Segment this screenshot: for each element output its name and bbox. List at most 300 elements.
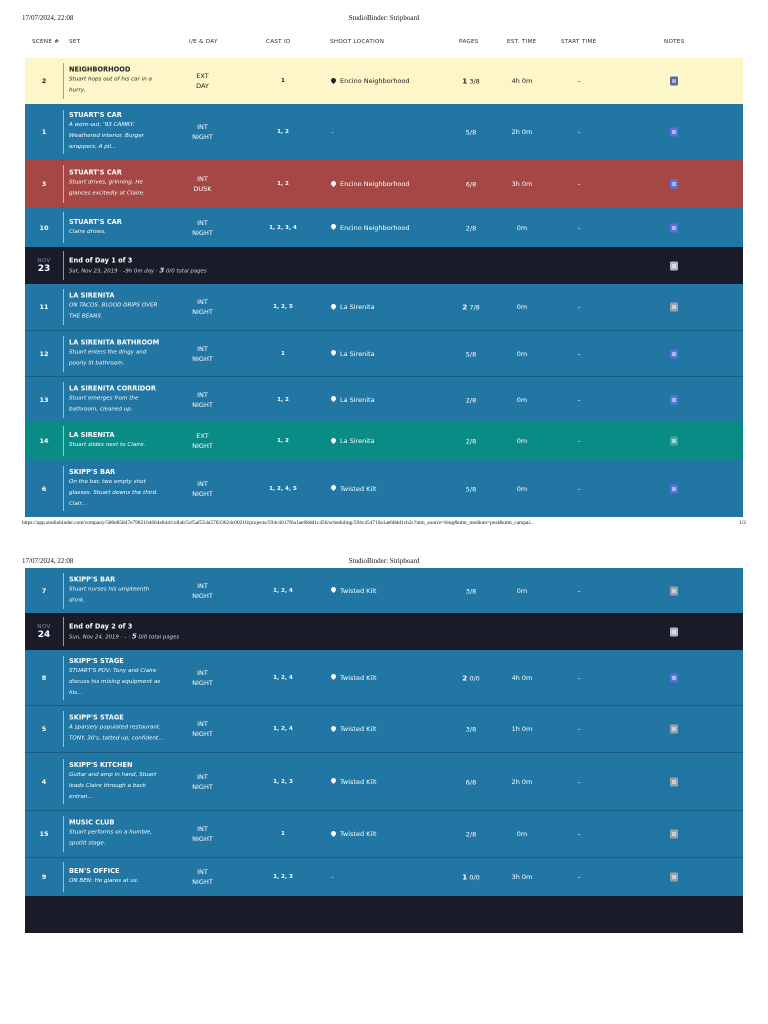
scene-strip[interactable] [25, 810, 743, 857]
scene-number: 7 [41, 586, 47, 595]
scene-description: glances excitedly at Claire. [69, 190, 145, 197]
scene-number: 9 [41, 873, 47, 881]
cast-ids: 1 [281, 831, 285, 837]
col-scene[interactable]: SCENE # [32, 39, 60, 45]
location-pin-icon [330, 76, 337, 83]
start-time: – [577, 777, 581, 786]
scene-strip[interactable] [25, 330, 743, 376]
strip-divider [63, 382, 64, 418]
strip-divider [63, 759, 64, 805]
ie-day [180, 479, 225, 499]
page-count [453, 586, 489, 595]
location-pin-icon [330, 829, 337, 836]
scene-description: drink. [69, 597, 85, 603]
location-name: Twisted Kilt [340, 673, 377, 682]
day-total-pages-whole: 5 [131, 632, 137, 640]
notes-icon[interactable] [670, 303, 678, 312]
scene-description: A sparsely populated restaurant. [69, 724, 161, 731]
pages-fraction: 5/8 [465, 128, 477, 137]
notes-icon[interactable] [670, 627, 678, 636]
day-total-pages: 0/0 total pages [138, 634, 180, 640]
day-value: DUSK [193, 185, 212, 193]
start-time: – [577, 484, 581, 493]
ie-value: INT [197, 344, 208, 353]
shoot-location [331, 437, 451, 445]
col-notes[interactable]: NOTES [664, 39, 685, 45]
pages-fraction: 0/0 [469, 674, 480, 682]
pages-fraction: 2/8 [465, 396, 477, 404]
col-start-time[interactable]: START TIME [561, 39, 597, 45]
strip-divider [63, 110, 64, 155]
location-name: La Sirenita [340, 303, 375, 311]
day-value: NIGHT [192, 354, 213, 363]
day-value: NIGHT [192, 400, 213, 409]
day-value: NIGHT [192, 878, 213, 886]
notes-icon[interactable] [670, 395, 678, 404]
shoot-location [331, 485, 451, 493]
location-pin-icon [330, 777, 337, 784]
cast-ids: 1, 2, 3 [273, 778, 293, 785]
page-count [453, 128, 489, 137]
ie-value: INT [197, 390, 208, 399]
scene-strip[interactable] [25, 208, 743, 247]
day-summary [69, 265, 207, 276]
location-pin-icon [330, 436, 337, 443]
pages-fraction: 2/8 [465, 224, 477, 232]
col-est-time[interactable]: EST. TIME [507, 39, 537, 45]
scene-set [69, 66, 187, 97]
page-count [453, 223, 489, 232]
start-time: – [577, 437, 581, 445]
location-pin-icon [330, 586, 337, 593]
scene-set [69, 338, 187, 369]
est-time: 0m [516, 349, 528, 358]
est-time: 2h 0m [511, 128, 533, 136]
scene-description: Clair... [69, 500, 87, 507]
day-value: NIGHT [192, 228, 213, 237]
location-pin-icon [330, 395, 337, 402]
scene-description: glasses. Stuart downs the third. [69, 489, 158, 496]
ie-day [180, 824, 225, 844]
scene-strip[interactable] [25, 104, 743, 160]
col-pages[interactable]: PAGES [459, 39, 479, 45]
scene-number: 14 [39, 437, 49, 445]
cast-ids: 1, 2 [277, 181, 289, 187]
print-url: https://app.studiobinder.com/company/580e85847e7982164664e844/collab/5cf5af554a57633624c00210/projects/594c4017f6a1ae68dd1c456/scheduling/594c454716a1ae68dd1cb2c?utm_source=blog&utm_medium=post&utm_campai... [22, 520, 534, 526]
cast-ids: 1, 2 [277, 396, 289, 403]
set-name: LA SIRENITA CORRIDOR [69, 384, 156, 392]
scene-set [69, 575, 187, 606]
day-date [25, 258, 63, 274]
day-date [25, 624, 63, 640]
scene-description: Guitar and amp in hand, Stuart [69, 771, 157, 778]
set-name: STUART'S CAR [69, 217, 122, 226]
ie-day [180, 174, 225, 194]
set-name: STUART'S CAR [69, 111, 122, 119]
notes-icon[interactable] [670, 261, 678, 270]
pages-fraction: 5/8 [465, 350, 477, 358]
ie-day [180, 772, 225, 792]
page-count [453, 673, 489, 682]
notes-icon[interactable] [670, 437, 678, 446]
ie-value: INT [197, 123, 208, 131]
scene-number: 2 [41, 77, 47, 85]
column-header-row [25, 33, 743, 51]
ie-value: EXT [196, 72, 209, 80]
ie-value: INT [197, 720, 208, 728]
ie-value: INT [197, 668, 208, 677]
start-time: – [577, 223, 581, 232]
start-time: – [577, 873, 581, 881]
day-value: DAY [196, 82, 209, 90]
est-time: 1h 0m [511, 725, 533, 733]
scene-description: Claire drives. [69, 228, 106, 235]
cast-ids: 1, 2, 4, 5 [269, 485, 297, 492]
shoot-location [331, 725, 451, 733]
scene-strip[interactable] [25, 857, 743, 896]
page-count [453, 303, 489, 312]
start-time: – [577, 395, 581, 404]
ie-day [180, 71, 225, 91]
notes-icon[interactable] [670, 830, 678, 839]
strip-divider [63, 573, 64, 609]
pages-whole: 1 [462, 872, 468, 882]
scene-strip[interactable] [25, 568, 743, 613]
cast-ids: 1, 2, 3 [273, 874, 293, 880]
day-summary-text: Sat, Nov 23, 2019 · –9h 0m day · [69, 268, 158, 274]
est-time: 4h 0m [511, 77, 533, 85]
strip-divider [63, 336, 64, 372]
set-name: BEN'S OFFICE [69, 867, 120, 875]
shoot-location [331, 396, 451, 404]
notes-icon[interactable] [670, 873, 678, 882]
scene-description: Stuart performs on a humble, [69, 829, 152, 836]
ie-day [180, 122, 225, 142]
location-name: Twisted Kilt [340, 725, 377, 733]
shoot-location [331, 350, 451, 358]
location-name: Encino Neighborhood [340, 223, 410, 232]
page-count [453, 725, 489, 734]
location-pin-icon [330, 302, 337, 309]
scene-description: STUART'S POV: Tony and Claire [69, 667, 157, 674]
pages-whole: 1 [462, 76, 468, 86]
scene-number: 12 [39, 349, 49, 358]
location-name: Twisted Kilt [340, 777, 377, 786]
pages-whole: 2 [462, 673, 468, 682]
day-title: End of Day 2 of 3 [69, 622, 133, 630]
cast-ids: 1, 2 [277, 129, 289, 135]
scene-set [69, 819, 187, 850]
scene-description: bathroom, cleaned up. [69, 406, 133, 412]
set-name: NEIGHBORHOOD [69, 65, 131, 74]
start-time: – [577, 349, 581, 358]
strip-divider [63, 816, 64, 853]
scene-set [69, 867, 187, 887]
pages-fraction: 3/8 [465, 725, 477, 734]
scene-description: ON BEN: He glares at us. [69, 878, 139, 884]
day-value: NIGHT [192, 442, 213, 450]
day-value: NIGHT [192, 308, 213, 316]
col-cast[interactable]: CAST ID [266, 39, 291, 45]
day-summary-text: Sun, Nov 24, 2019 · – · [69, 634, 131, 640]
set-name: SKIPP'S STAGE [69, 713, 124, 722]
location-pin-icon [330, 673, 337, 680]
set-name: SKIPP'S STAGE [69, 656, 124, 665]
scene-number: 8 [41, 673, 47, 682]
ie-value: INT [197, 298, 208, 306]
print-title: StudioBinder: Stripboard [348, 557, 420, 565]
scene-description: poorly lit bathroom. [69, 360, 125, 366]
notes-icon[interactable] [670, 586, 678, 595]
start-time: – [577, 725, 581, 733]
scene-description: Stuart enters the dingy and [69, 349, 147, 355]
day-info [69, 255, 207, 276]
scene-description: THE BEANS. [69, 313, 103, 320]
notes-icon[interactable] [670, 223, 678, 232]
scene-description: his... [69, 689, 83, 696]
est-time: 0m [516, 437, 528, 445]
scene-set [69, 761, 187, 803]
scene-strip[interactable] [25, 650, 743, 705]
scene-description: Weathered interior. Burger [69, 133, 144, 139]
page-count [453, 777, 489, 786]
pages-fraction: 3/8 [469, 77, 480, 86]
cast-ids: 1, 2, 4 [273, 587, 293, 594]
est-time: 0m [516, 830, 528, 838]
set-name: SKIPP'S KITCHEN [69, 760, 133, 769]
page-count [453, 395, 489, 404]
scene-number: 3 [41, 180, 47, 188]
col-location[interactable]: SHOOT LOCATION [330, 39, 385, 45]
ie-value: INT [197, 581, 208, 590]
ie-value: INT [197, 868, 208, 876]
scene-description: TONY, 30's, tatted up, confident... [69, 735, 164, 742]
print-title: StudioBinder: Stripboard [348, 14, 420, 22]
est-time: 0m [516, 303, 528, 311]
strip-divider [63, 165, 64, 203]
strip-divider [63, 617, 64, 647]
ie-value: INT [197, 772, 208, 781]
notes-icon[interactable] [670, 777, 678, 786]
pages-fraction: 2/8 [465, 437, 477, 446]
set-name: LA SIRENITA BATHROOM [69, 338, 160, 346]
shoot-location [331, 77, 451, 85]
strip-divider [63, 251, 64, 281]
set-name: MUSIC CLUB [69, 818, 115, 827]
ie-day [180, 431, 225, 451]
scene-strip[interactable] [25, 422, 743, 460]
page-count [453, 349, 489, 358]
start-time: – [577, 586, 581, 595]
scene-number: 1 [41, 128, 47, 136]
strip-divider [63, 63, 64, 100]
start-time: – [577, 128, 581, 136]
pages-fraction: 0/0 [469, 873, 480, 882]
location-name: – [331, 873, 335, 881]
strip-divider [63, 289, 64, 326]
day-number: 24 [37, 629, 51, 640]
cast-ids: 1, 2, 4 [273, 726, 293, 732]
strip-divider [63, 426, 64, 456]
notes-icon[interactable] [670, 180, 678, 189]
ie-day [180, 218, 225, 238]
ie-day [180, 344, 225, 364]
notes-icon[interactable] [670, 673, 678, 682]
scene-description: Stuart emerges from the [69, 395, 139, 401]
shoot-location [331, 778, 451, 786]
start-time: – [577, 180, 581, 188]
page-count [453, 830, 489, 839]
strip-divider [63, 711, 64, 748]
day-value: NIGHT [192, 489, 213, 498]
pages-fraction: 6/8 [465, 778, 477, 786]
ie-day [180, 719, 225, 739]
est-time: 0m [516, 395, 528, 404]
start-time: – [577, 303, 581, 311]
notes-icon[interactable] [670, 725, 678, 734]
pages-fraction: 6/8 [465, 180, 477, 189]
ie-value: INT [197, 175, 208, 183]
day-title: End of Day 1 of 3 [69, 256, 133, 264]
est-time: 2h 0m [511, 777, 533, 786]
stripboard-page-2 [25, 568, 743, 933]
cast-ids: 1 [281, 350, 285, 357]
location-pin-icon [330, 484, 337, 491]
scene-strip[interactable] [25, 58, 743, 104]
shoot-location [331, 224, 451, 232]
pages-fraction: 5/8 [465, 485, 477, 493]
scene-set [69, 431, 187, 451]
scene-description: leads Claire through a back [69, 782, 147, 789]
day-total-pages: 0/0 total pages [165, 268, 207, 274]
day-break-strip[interactable] [25, 247, 743, 284]
location-name: La Sirenita [340, 437, 375, 445]
location-name: Twisted Kilt [340, 586, 377, 595]
ie-day [180, 390, 225, 410]
scene-set [69, 218, 187, 238]
pages-fraction: 3/8 [465, 587, 477, 595]
day-value: NIGHT [192, 678, 213, 687]
location-name: La Sirenita [340, 395, 375, 404]
scene-set [69, 714, 187, 745]
start-time: – [577, 673, 581, 682]
set-name: SKIPP'S BAR [69, 467, 116, 476]
scene-number: 4 [41, 777, 47, 786]
cast-ids: 1 [281, 78, 285, 84]
scene-description: Stuart drives, grinning. He [69, 179, 143, 186]
day-number: 23 [37, 263, 51, 274]
scene-description: Stuart nurses his umpteenth [69, 586, 150, 592]
strip-divider [63, 862, 64, 892]
print-timestamp: 17/07/2024, 22:08 [22, 557, 74, 565]
scene-strip[interactable] [25, 284, 743, 330]
notes-icon[interactable] [670, 484, 678, 493]
day-value: NIGHT [192, 730, 213, 738]
location-pin-icon [330, 179, 337, 186]
pages-fraction: 7/8 [469, 303, 480, 312]
scene-description: On the bar, two empty shot [69, 478, 146, 485]
day-summary [69, 631, 179, 642]
notes-icon[interactable] [670, 128, 678, 137]
shoot-location [331, 873, 451, 881]
scene-strip[interactable] [25, 160, 743, 208]
cast-ids: 1, 2 [277, 438, 289, 444]
scene-strip[interactable] [25, 376, 743, 422]
ie-value: INT [197, 479, 208, 488]
set-name: SKIPP'S BAR [69, 575, 116, 583]
col-ie-day[interactable]: I/E & DAY [189, 39, 218, 45]
page-count [453, 873, 489, 882]
est-time: 4h 0m [511, 673, 533, 682]
ie-day [180, 297, 225, 317]
day-break-strip[interactable] [25, 613, 743, 650]
est-time: 0m [516, 586, 528, 595]
start-time: – [577, 830, 581, 838]
notes-icon[interactable] [670, 77, 678, 86]
strip-divider [63, 212, 64, 243]
col-set[interactable]: SET [69, 39, 81, 45]
ie-day [180, 867, 225, 887]
cast-ids: 1, 2, 4 [273, 674, 293, 681]
page-count [453, 180, 489, 189]
set-name: LA SIRENITA [69, 291, 115, 300]
scene-number: 10 [39, 223, 49, 232]
shoot-location [331, 830, 451, 838]
shoot-location [331, 303, 451, 311]
print-page-number: 1/2 [739, 520, 746, 526]
location-name: La Sirenita [340, 349, 375, 358]
est-time: 0m [516, 484, 528, 493]
stripboard-page-1 [25, 58, 743, 517]
scene-strip[interactable] [25, 705, 743, 752]
end-of-board-strip [25, 896, 743, 933]
set-name: STUART'S CAR [69, 168, 122, 177]
location-pin-icon [330, 724, 337, 731]
scene-description: spotlit stage. [69, 840, 106, 847]
scene-strip[interactable] [25, 752, 743, 810]
day-month: NOV [37, 623, 51, 630]
location-name: Twisted Kilt [340, 484, 377, 493]
notes-icon[interactable] [670, 349, 678, 358]
location-name: Twisted Kilt [340, 830, 377, 838]
shoot-location [331, 180, 451, 188]
ie-value: INT [197, 825, 208, 833]
est-time: 3h 0m [511, 873, 533, 881]
start-time: – [577, 77, 581, 85]
scene-description: entran... [69, 793, 93, 800]
scene-set [69, 384, 187, 415]
cast-ids: 1, 2, 5 [273, 304, 293, 310]
day-value: NIGHT [192, 835, 213, 843]
day-value: NIGHT [192, 782, 213, 791]
page-count [453, 437, 489, 446]
scene-description: discuss his mixing equipment as [69, 678, 161, 685]
scene-number: 11 [39, 303, 49, 311]
location-pin-icon [330, 223, 337, 230]
scene-description: wrappers. A pil... [69, 144, 117, 150]
day-total-pages-whole: 3 [159, 266, 165, 274]
shoot-location [331, 128, 451, 136]
scene-set [69, 111, 187, 153]
location-name: – [331, 128, 335, 136]
scene-number: 15 [39, 830, 49, 838]
ie-value: INT [197, 218, 208, 227]
scene-number: 6 [41, 484, 47, 493]
scene-description: A worn-out, '93 CAMRY. [69, 122, 135, 128]
strip-divider [63, 466, 64, 512]
scene-set [69, 468, 187, 510]
scene-strip[interactable] [25, 460, 743, 517]
